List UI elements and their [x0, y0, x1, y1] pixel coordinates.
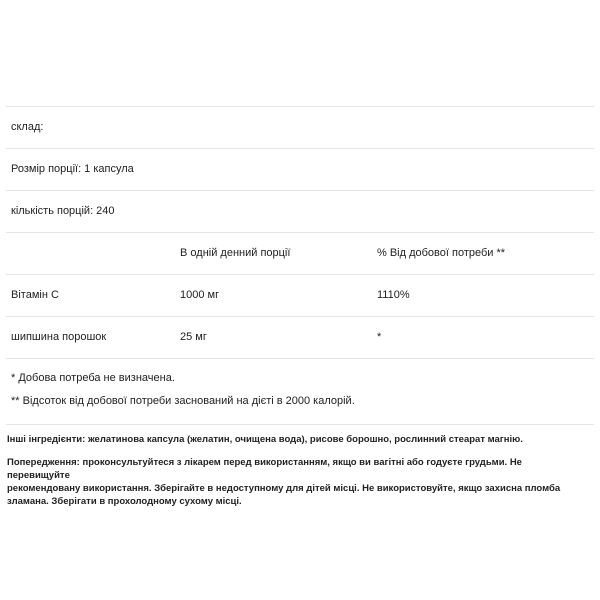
table-row — [6, 316, 594, 359]
table-row — [6, 274, 594, 317]
serving-size: Розмір порції: 1 капсула — [11, 163, 134, 175]
section-divider — [6, 424, 594, 425]
composition-row — [6, 106, 594, 149]
footnote-daily-value-basis: ** Відсоток від добової потреби заснований на дієті в 2000 калорій. — [11, 395, 355, 407]
serving-size-row — [6, 148, 594, 191]
composition-label: склад: — [11, 121, 44, 133]
warning-text — [7, 456, 587, 508]
header-per-serving: В одній денний порції — [180, 247, 291, 259]
table-bottom-divider — [6, 358, 594, 359]
nutrient-daily-value: 1110% — [377, 289, 410, 301]
nutrient-amount: 1000 мг — [180, 289, 220, 301]
warning-line: зламана. Зберігати в прохолодному сухому місці. — [7, 496, 242, 507]
warning-line: рекомендовану використання. Зберігайте в недоступному для дітей місці. Не використовуйте, якщо захисна пломба — [7, 483, 561, 494]
servings-count-row — [6, 190, 594, 233]
header-daily-value: % Від добової потреби ** — [377, 247, 506, 259]
nutrient-name: шипшина порошок — [11, 331, 107, 343]
footnote-not-established: * Добова потреба не визначена. — [11, 372, 175, 384]
nutrient-name: Вітамін C — [11, 289, 59, 301]
warning-line: Попередження: проконсультуйтеся з лікарем перед використанням, якщо ви вагітні або годуєте грудьми. Не перевищуйте — [7, 457, 522, 481]
table-header-row — [6, 232, 594, 275]
other-ingredients: Інші інгредієнти: желатинова капсула (желатин, очищена вода), рисове борошно, рослинний стеарат магнію. — [7, 434, 523, 445]
nutrient-amount: 25 мг — [180, 331, 207, 343]
servings-count: кількість порцій: 240 — [11, 205, 115, 217]
nutrient-daily-value: * — [377, 331, 382, 343]
